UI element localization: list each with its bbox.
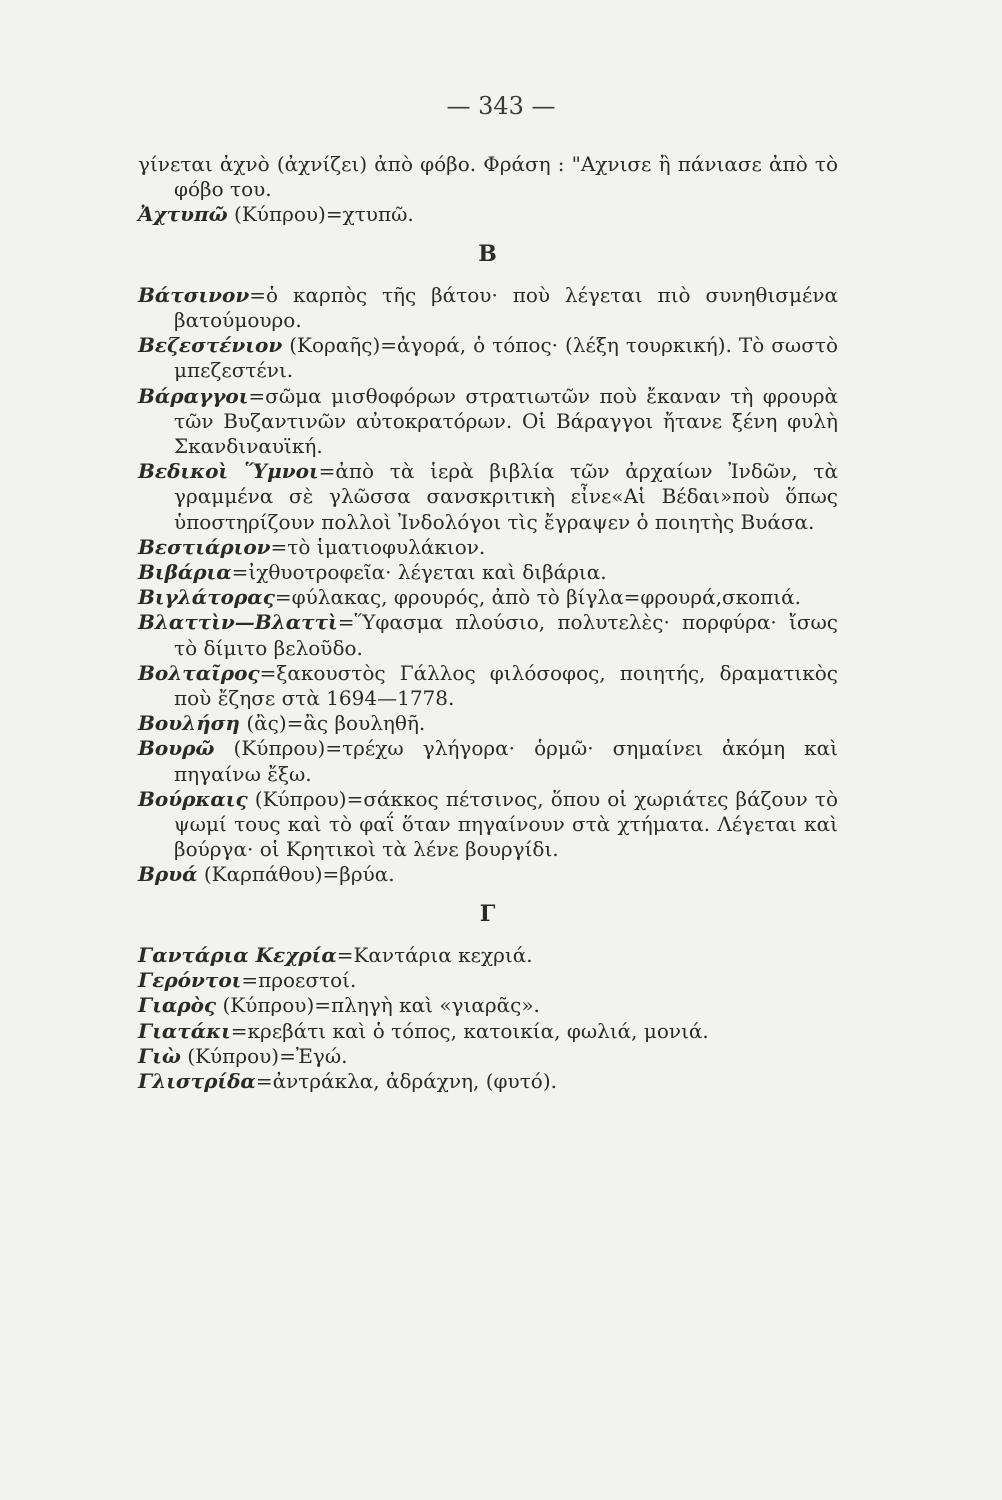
glossary-entry — [138, 384, 838, 460]
entry-definition: (ἂς)=ἂς βουληθῆ. — [239, 711, 426, 736]
entry-definition: =ἀντράκλα, ἀδράχνη, (φυτό). — [255, 1068, 557, 1093]
glossary-entry — [138, 711, 838, 736]
glossary-entry — [138, 736, 838, 786]
entry-headword: Γλιστρίδα — [138, 1068, 256, 1093]
glossary-entry — [138, 560, 838, 585]
glossary-entry — [138, 610, 838, 660]
entry-definition: (Κύπρου)=πληγὴ καὶ «γιαρᾶς». — [216, 993, 540, 1018]
entry-definition: =προεστοί. — [241, 968, 357, 993]
intro-entry-1 — [138, 202, 838, 227]
entry-definition: =σῶμα μισθοφόρων στρατιωτῶν ποὺ ἔκαναν τὴ φρουρὰ τῶν Βυζαντινῶν αὐτοκρατόρων. Οἱ Βάραγγοι ἤτανε ξένη φυλὴ Σκανδιναυϊκή. — [174, 383, 838, 459]
entry-headword: Βάτσινον — [138, 282, 250, 307]
glossary-body — [138, 152, 838, 1094]
section-letter-b: Β — [478, 240, 498, 267]
glossary-entry — [138, 993, 838, 1018]
entry-headword: Γιὼ — [138, 1043, 181, 1068]
glossary-entry — [138, 787, 838, 863]
entry-definition: (Κύπρου)=τρέχω γλήγορα· ὁρμῶ· σημαίνει ἀκόμη καὶ πηγαίνω ἔξω. — [174, 736, 838, 786]
entry-definition: =τὸ ἱματιοφυλάκιον. — [270, 534, 486, 559]
entry-headword: Βρυά — [138, 862, 198, 887]
entry-definition: =κρεβάτι καὶ ὁ τόπος, κατοικία, φωλιά, μονιά. — [230, 1018, 709, 1043]
entry-headword: Γαντάρια Κεχρία — [138, 942, 337, 967]
entry-definition: (Κύπρου)=Ἐγώ. — [180, 1043, 348, 1068]
entry-headword: Βεστιάριον — [138, 534, 271, 559]
entry-headword: Γερόντοι — [138, 968, 242, 993]
page-number: — 343 — — [446, 92, 556, 120]
entry-headword: Γιατάκι — [138, 1018, 231, 1043]
entry-headword: Βολταῖρος — [138, 660, 260, 685]
glossary-entry — [138, 585, 838, 610]
entry-headword: Ἀχτυπῶ — [138, 202, 228, 227]
entry-headword: Βεδικοὶ Ὕμνοι — [138, 459, 319, 484]
entry-definition: (Κοραῆς)=ἀγορά, ὁ τόπος· (λέξη τουρκική). Τὸ σωστὸ μπεζεστένι. — [174, 333, 838, 383]
entry-definition: (Κύπρου)=σάκκος πέτσινος, ὅπου οἱ χωριάτες βάζουν τὸ ψωμί τους καὶ τὸ φαΐ ὅταν πηγαίνουν στὰ χτήματα. Λέγεται καὶ βούργα· οἱ Κρητικοὶ τὰ λένε βουργίδι. — [174, 786, 838, 862]
entry-definition: γίνεται ἀχνὸ (ἀχνίζει) ἀπὸ φόβο. Φράση : "Αχνισε ἢ πάνιασε ἀπὸ τὸ φόβο του. — [138, 152, 838, 202]
entry-definition: =ὁ καρπὸς τῆς βάτου· ποὺ λέγεται πιὸ συνηθισμένα βατούμουρο. — [174, 282, 838, 333]
entry-definition: =φύλακας, φρουρός, ἀπὸ τὸ βίγλα=φρουρά,σκοπιά. — [274, 585, 802, 610]
glossary-entry — [138, 862, 838, 887]
entry-headword: Βιβάρια — [138, 560, 232, 585]
entry-headword: Γιαρὸς — [138, 993, 217, 1018]
entry-definition: =ξακουστὸς Γάλλος φιλόσοφος, ποιητής, δραματικὸς ποὺ ἔζησε στὰ 1694—1778. — [174, 660, 838, 711]
entry-definition: =ἀπὸ τὰ ἱερὰ βιβλία τῶν ἀρχαίων Ἰνδῶν, τὰ γραμμένα σὲ γλῶσσα σανσκριτικὴ εἶνε«Αἱ Βέδαι»ποὺ ὅπως ὑποστηρίζουν πολλοὶ Ἰνδολόγοι τὶς ἔγραψεν ὁ ποιητὴς Βυάσα. — [174, 459, 838, 534]
entry-definition: =ἰχθυοτροφεῖα· λέγεται καὶ διβάρια. — [231, 560, 607, 585]
section-b-entries — [138, 283, 838, 888]
intro-entry-0 — [138, 152, 838, 202]
entry-definition: (Κύπρου)=χτυπῶ. — [227, 202, 414, 227]
glossary-entry — [138, 1044, 838, 1069]
glossary-entry — [138, 943, 838, 968]
glossary-entry — [138, 283, 838, 333]
glossary-entry — [138, 459, 838, 535]
section-letter-g: Γ — [479, 900, 497, 927]
entry-headword: Βεζεστένιον — [138, 333, 283, 358]
entry-definition: (Καρπάθου)=βρύα. — [197, 862, 395, 887]
glossary-entry — [138, 661, 838, 711]
entry-headword: Βούρκαις — [138, 786, 248, 811]
glossary-entry — [138, 333, 838, 383]
entry-headword: Βιγλάτορας — [138, 585, 275, 610]
glossary-entry — [138, 968, 838, 993]
entry-definition: =Ὕφασμα πλούσιο, πολυτελὲς· πορφύρα· ἴσως τὸ δίμιτο βελοῦδο. — [174, 610, 838, 660]
entry-headword: Βλαττὶν—Βλαττὶ — [138, 610, 338, 635]
glossary-entry — [138, 535, 838, 560]
entry-headword: Βάραγγοι — [138, 383, 249, 408]
section-g-entries — [138, 943, 838, 1094]
entry-headword: Βουρῶ — [138, 736, 215, 761]
glossary-entry — [138, 1069, 838, 1094]
entry-definition: =Καντάρια κεχριά. — [336, 942, 533, 967]
glossary-entry — [138, 1019, 838, 1044]
entry-headword: Βουλήση — [138, 711, 240, 736]
